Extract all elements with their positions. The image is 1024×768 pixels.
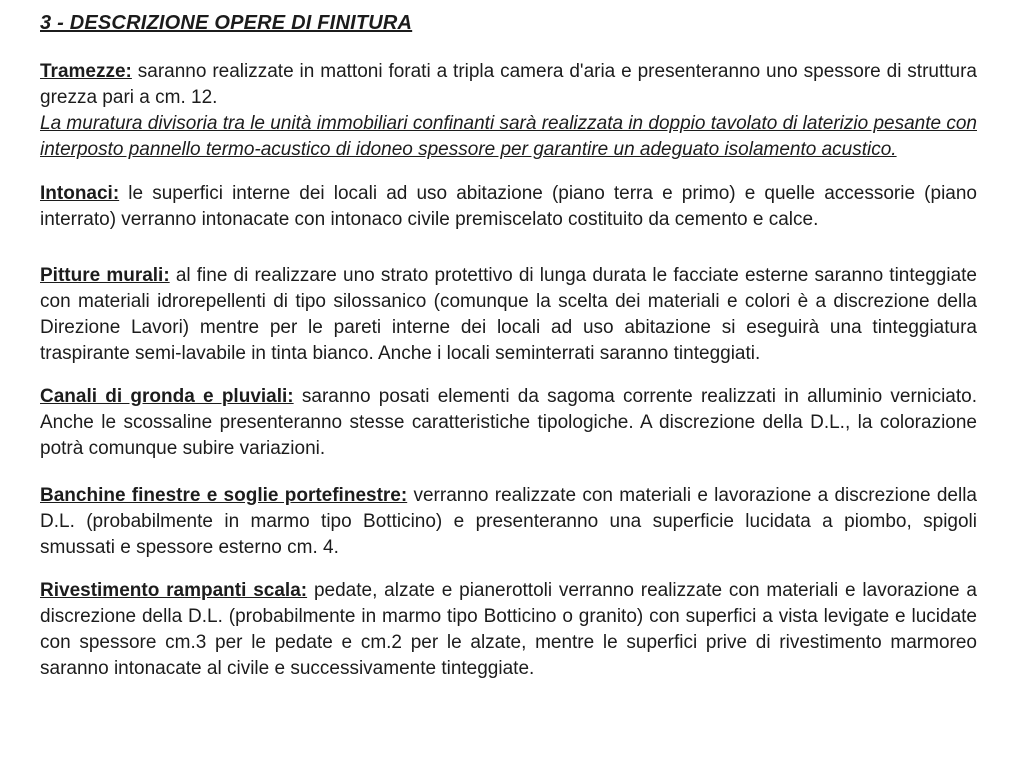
section-banchine-finestre — [40, 483, 977, 561]
section-intonaci-label: Intonaci: — [40, 183, 120, 204]
section-tramezze-label: Tramezze: — [40, 61, 132, 82]
section-tramezze-text: saranno realizzate in mattoni forati a tripla camera d'aria e presenteranno uno spessore di struttura grezza pari a cm. 12. — [40, 61, 978, 108]
section-pitture-murali-label: Pitture murali: — [40, 265, 170, 286]
section-rivestimento-scala-text: pedate, alzate e pianerottoli verranno realizzate con materiali e lavorazione a discrezione della D.L. (probabilmente in marmo tipo Botticino o granito) con superfici a vista levigate e lucidate con spessore cm.3 per le pedate e cm.2 per le alzate, mentre le superfici prive di rivestimento marmoreo saranno intonacate al civile e successivamente tinteggiate. — [40, 580, 977, 679]
section-tramezze — [40, 59, 977, 163]
section-banchine-finestre-text: verranno realizzate con materiali e lavorazione a discrezione della D.L. (probabilmente in marmo tipo Botticino) e presenteranno una superficie lucidata a piombo, spigoli smussati e spessore esterno cm. 4. — [40, 485, 977, 558]
section-pitture-murali — [40, 263, 977, 367]
page-title: 3 - DESCRIZIONE OPERE DI FINITURA — [40, 12, 413, 34]
section-intonaci-text: le superfici interne dei locali ad uso abitazione (piano terra e primo) e quelle accessorie (piano interrato) verranno intonacate con intonaco civile premiscelato costituito da cemento e calce. — [40, 183, 977, 230]
section-pitture-murali-text: al fine di realizzare uno strato protettivo di lunga durata le facciate esterne saranno tinteggiate con materiali idrorepellenti di tipo silossanico (comunque la scelta dei materiali e colori è a discrezione della Direzione Lavori) mentre per le pareti interne dei locali ad uso abitazione si eseguirà una tinteggiatura traspirante semi-lavabile in tinta bianco. Anche i locali seminterrati saranno tinteggiati. — [40, 265, 977, 364]
section-tramezze-note: La muratura divisoria tra le unità immobiliari confinanti sarà realizzata in doppio tavolato di laterizio pesante con interposto pannello termo-acustico di idoneo spessore per garantire un adeguato isolamento acustico. — [40, 113, 977, 160]
section-canali-gronda-label: Canali di gronda e pluviali: — [40, 386, 294, 407]
section-rivestimento-scala — [40, 578, 977, 682]
section-banchine-finestre-label: Banchine finestre e soglie portefinestre: — [40, 485, 408, 506]
section-canali-gronda — [40, 384, 977, 462]
section-canali-gronda-text: saranno posati elementi da sagoma corrente realizzati in alluminio verniciato. Anche le scossaline presenteranno stesse caratteristiche tipologiche. A discrezione della D.L., la colorazione potrà comunque subire variazioni. — [40, 386, 978, 459]
section-rivestimento-scala-label: Rivestimento rampanti scala: — [40, 580, 308, 601]
section-intonaci — [40, 181, 977, 233]
